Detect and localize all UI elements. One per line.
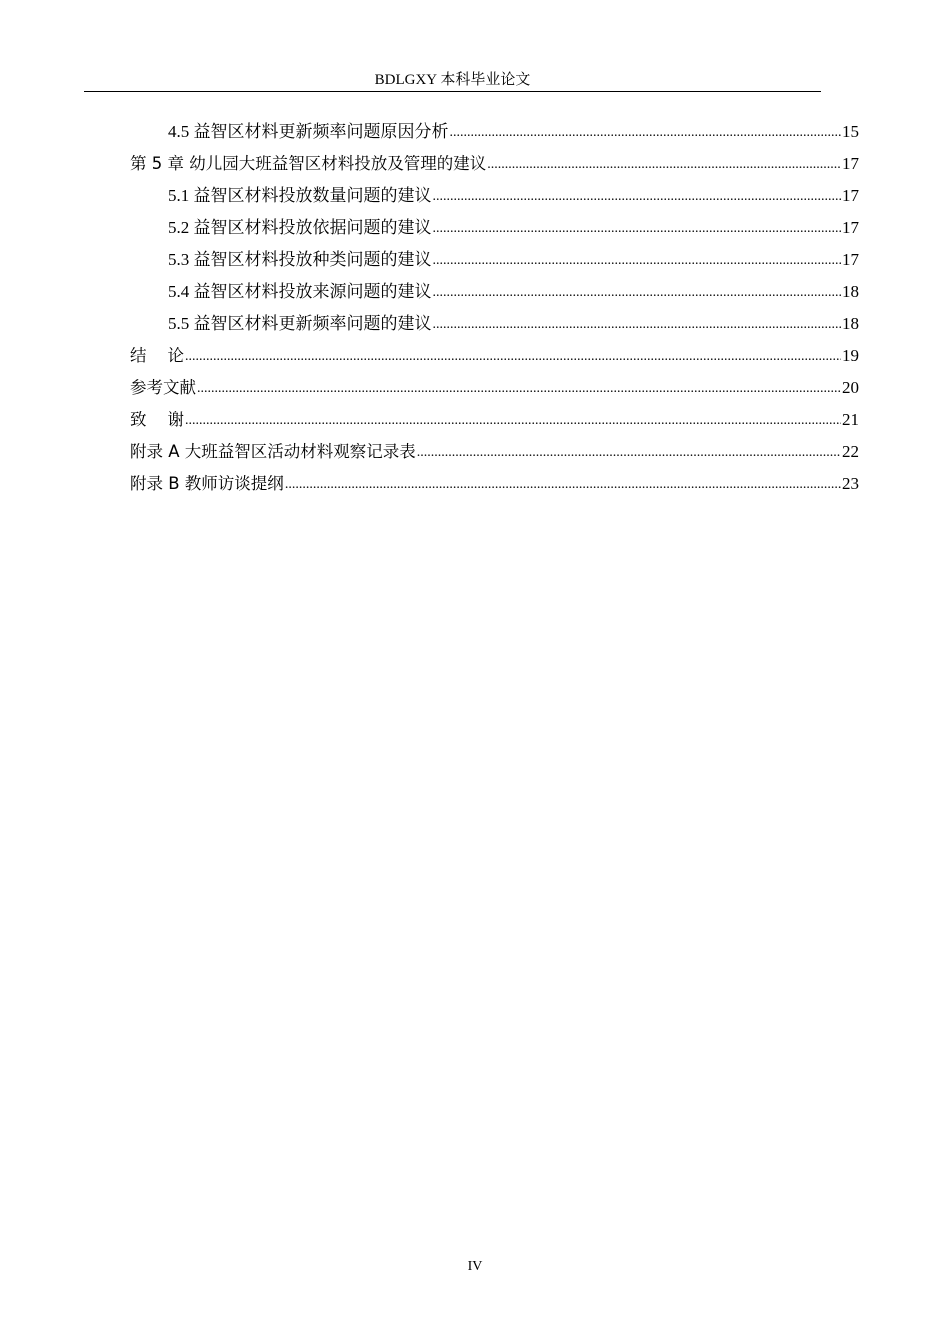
- toc-dot-leader: [433, 213, 842, 245]
- toc-dot-leader: [197, 373, 841, 405]
- toc-entry-references[interactable]: [130, 372, 859, 404]
- toc-entry-title: 5.1 益智区材料投放数量问题的建议: [168, 186, 432, 205]
- toc-entry-5-1[interactable]: [130, 180, 859, 212]
- toc-entry-page: 17: [842, 154, 859, 173]
- toc-dot-leader: [433, 309, 842, 341]
- toc-entry-title: 参考文献: [130, 378, 196, 397]
- toc-entry-5-4[interactable]: [130, 276, 859, 308]
- toc-dot-leader: [450, 117, 842, 149]
- toc-entry-title: 5.4 益智区材料投放来源问题的建议: [168, 282, 432, 301]
- header-divider: [84, 91, 821, 92]
- toc-dot-leader: [285, 469, 841, 501]
- running-header: BDLGXY 本科毕业论文: [374, 72, 531, 88]
- toc-entry-page: 23: [842, 474, 859, 493]
- toc-dot-leader: [417, 437, 841, 469]
- toc-entry-page: 17: [842, 186, 859, 205]
- toc-entry-page: 19: [842, 346, 859, 365]
- toc-entry-5-2[interactable]: [130, 212, 859, 244]
- toc-entry-page: 18: [842, 282, 859, 301]
- toc-entry-title: 致 谢: [130, 410, 184, 429]
- toc-dot-leader: [185, 405, 841, 437]
- toc-dot-leader: [487, 149, 841, 181]
- toc-dot-leader: [433, 245, 842, 277]
- toc-entry-5-5[interactable]: [130, 308, 859, 340]
- toc-entry-4-5[interactable]: [130, 116, 859, 148]
- toc-entry-page: 22: [842, 442, 859, 461]
- table-of-contents: [130, 116, 859, 500]
- toc-entry-title: 结 论: [130, 346, 184, 365]
- toc-dot-leader: [185, 341, 841, 373]
- toc-entry-title: 5.2 益智区材料投放依据问题的建议: [168, 218, 432, 237]
- toc-entry-page: 17: [842, 218, 859, 237]
- page-number: IV: [467, 1259, 483, 1274]
- toc-entry-page: 17: [842, 250, 859, 269]
- toc-dot-leader: [433, 277, 842, 309]
- toc-entry-page: 21: [842, 410, 859, 429]
- toc-entry-title: 附录 A 大班益智区活动材料观察记录表: [130, 442, 416, 461]
- toc-entry-acknowledgements[interactable]: [130, 404, 859, 436]
- toc-entry-chapter-5[interactable]: [130, 148, 859, 180]
- toc-entry-appendix-a[interactable]: [130, 436, 859, 468]
- toc-entry-page: 18: [842, 314, 859, 333]
- toc-entry-title: 第 5 章 幼儿园大班益智区材料投放及管理的建议: [130, 154, 487, 173]
- toc-entry-page: 20: [842, 378, 859, 397]
- toc-entry-title: 5.5 益智区材料更新频率问题的建议: [168, 314, 432, 333]
- toc-entry-title: 4.5 益智区材料更新频率问题原因分析: [168, 122, 449, 141]
- toc-dot-leader: [433, 181, 842, 213]
- toc-entry-appendix-b[interactable]: [130, 468, 859, 500]
- toc-entry-5-3[interactable]: [130, 244, 859, 276]
- toc-entry-title: 5.3 益智区材料投放种类问题的建议: [168, 250, 432, 269]
- toc-entry-conclusion[interactable]: [130, 340, 859, 372]
- toc-entry-page: 15: [842, 122, 859, 141]
- toc-entry-title: 附录 B 教师访谈提纲: [130, 474, 284, 493]
